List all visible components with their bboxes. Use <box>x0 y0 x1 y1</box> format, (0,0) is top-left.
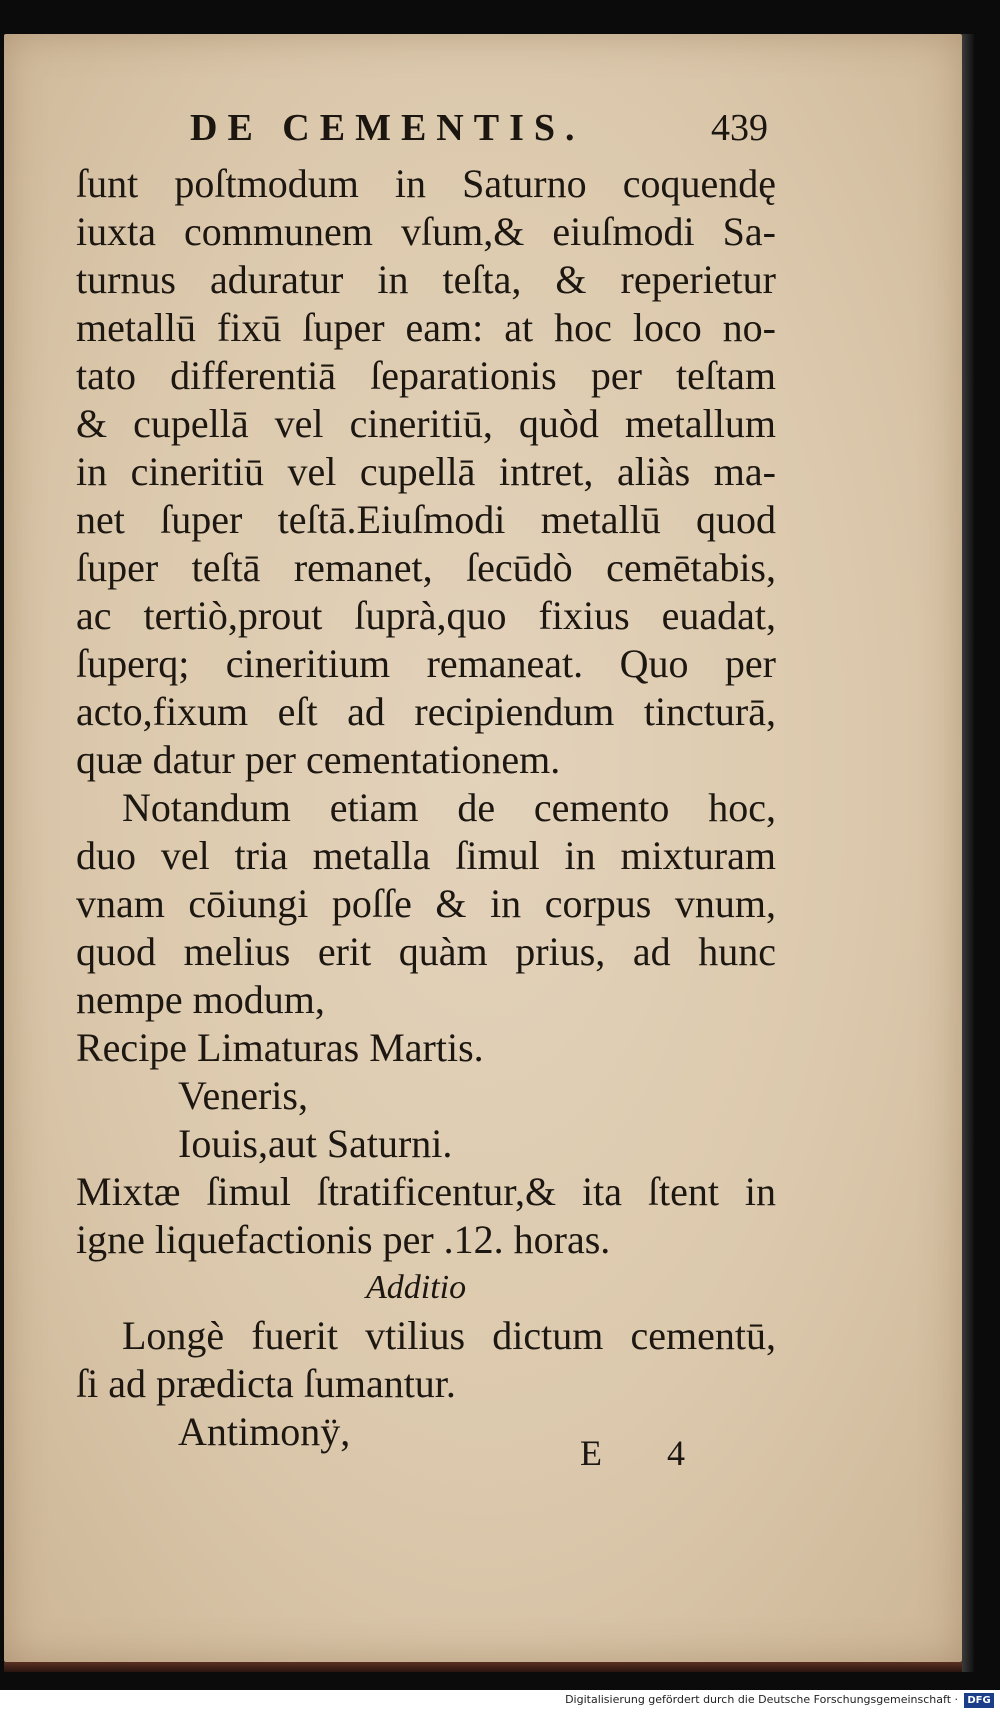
recipe-item: Veneris, <box>178 1073 308 1118</box>
text-line: quod melius erit quàm prius, ad hunc <box>76 929 776 974</box>
paragraph-start-line: Notandum etiam de cemento hoc, <box>122 785 776 830</box>
section-heading-additio: Additio <box>366 1269 467 1306</box>
text-line: quæ datur per cementationem. <box>76 737 561 782</box>
paragraph-start-line: Longè fuerit vtilius dictum cementū, <box>122 1313 776 1358</box>
running-head <box>190 106 790 154</box>
footer-credit: Digitalisierung gefördert durch die Deutsche Forschungsgemeinschaft · <box>565 1693 958 1706</box>
recipe-item: Iouis,aut Saturni. <box>178 1121 453 1166</box>
text-line: ſunt poſtmodum in Saturno coquendę <box>76 161 776 206</box>
page-edge <box>962 34 974 1672</box>
text-line: vnam cōiungi poſſe & in corpus vnum, <box>76 881 776 926</box>
signature-mark: E 4 <box>580 1433 713 1473</box>
text-line: net ſuper teſtā.Eiuſmodi metallū quod <box>76 497 776 542</box>
text-line: tato differentiā ſeparationis per teſtam <box>76 353 776 398</box>
dfg-logo: DFG <box>964 1693 994 1708</box>
running-head-title: DE CEMENTIS. <box>190 107 585 149</box>
page-number: 439 <box>711 107 768 149</box>
text-line: & cupellā vel cineritiū, quòd metallum <box>76 401 776 446</box>
text-line: ac tertiò,prout ſuprà,quo fixius euadat, <box>76 593 776 638</box>
text-line: ſuperq; cineritium remaneat. Quo per <box>76 641 776 686</box>
text-line: ſuper teſtā remanet, ſecūdò cemētabis, <box>76 545 776 590</box>
body-text <box>76 160 776 1456</box>
text-line: turnus aduratur in teſta, & reperietur <box>76 257 776 302</box>
page-bottom-edge <box>4 1662 962 1672</box>
text-line: metallū fixū ſuper eam: at hoc loco no- <box>76 305 776 350</box>
text-line: ſi ad prædicta ſumantur. <box>76 1361 456 1406</box>
text-line: in cineritiū vel cupellā intret, aliàs ma- <box>76 449 776 494</box>
text-line: acto,fixum eſt ad recipiendum tincturā, <box>76 689 776 734</box>
recipe-line: Recipe Limaturas Martis. <box>76 1025 484 1070</box>
text-line: iuxta communem vſum,& eiuſmodi Sa- <box>76 209 776 254</box>
digitization-footer <box>0 1690 1000 1713</box>
text-line: igne liquefactionis per .12. horas. <box>76 1217 611 1262</box>
recipe-item: Antimonÿ, <box>178 1409 351 1454</box>
text-line: nempe modum, <box>76 977 325 1022</box>
text-line: duo vel tria metalla ſimul in mixturam <box>76 833 776 878</box>
text-line: Mixtæ ſimul ſtratificentur,& ita ſtent in <box>76 1169 776 1214</box>
